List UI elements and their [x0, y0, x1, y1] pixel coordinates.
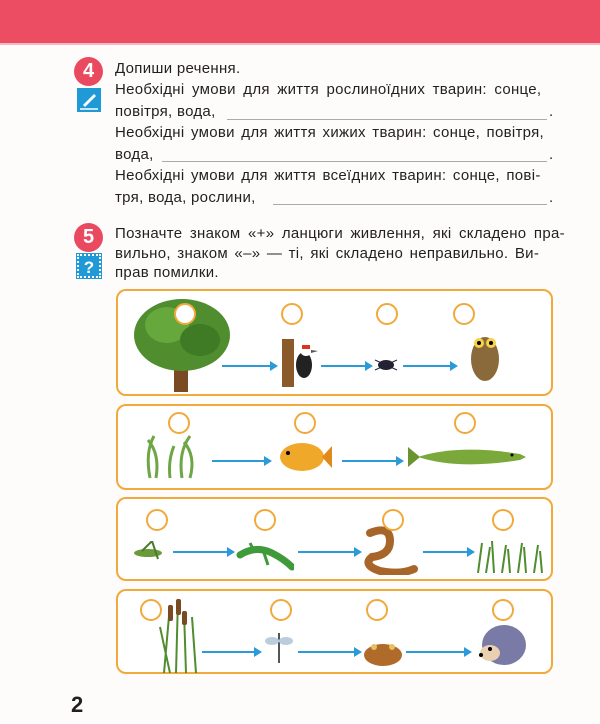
answer-circle[interactable] [376, 303, 398, 325]
task-number-badge: 5 [74, 223, 103, 252]
crucian-carp-image [276, 438, 332, 476]
food-chain-box-2 [116, 404, 553, 490]
food-chain-box-1 [116, 289, 553, 396]
question-icon: ? [77, 254, 101, 278]
cattail-image [156, 597, 204, 673]
period: . [549, 146, 554, 163]
period: . [549, 189, 554, 206]
arrow [298, 551, 360, 553]
answer-blank[interactable] [227, 119, 547, 120]
task-text: вода, [115, 146, 154, 163]
answer-circle[interactable] [453, 303, 475, 325]
task-text: прав помилки. [115, 264, 219, 281]
task-text: Необхідні умови для життя рослиноїдних тварин: сонце, [115, 81, 542, 98]
task-text: вильно, знаком «–» — ті, які складено неправильно. Ви- [115, 245, 540, 262]
period: . [549, 103, 554, 120]
arrow [321, 365, 371, 367]
answer-circle[interactable] [382, 509, 404, 531]
toad-image [362, 639, 404, 667]
task-text: Позначте знаком «+» ланцюги живлення, які складено пра- [115, 225, 565, 242]
arrow [403, 365, 456, 367]
page-header-band [0, 0, 600, 45]
answer-circle[interactable] [270, 599, 292, 621]
answer-circle[interactable] [281, 303, 303, 325]
task-text: тря, вода, рослини, [115, 189, 256, 206]
arrow [423, 551, 473, 553]
answer-circle[interactable] [492, 509, 514, 531]
answer-circle[interactable] [294, 412, 316, 434]
task-text: Необхідні умови для життя хижих тварин: сонце, повітря, [115, 124, 545, 141]
hedgehog-image [476, 617, 528, 669]
answer-circle[interactable] [366, 599, 388, 621]
beetle-image [373, 357, 399, 373]
arrow [212, 460, 270, 462]
arrow [342, 460, 402, 462]
pencil-write-icon [77, 88, 101, 112]
answer-circle[interactable] [254, 509, 276, 531]
page-number: 2 [71, 692, 84, 717]
task-title: Допиши речення. [115, 60, 241, 77]
task-text: повітря, вода, [115, 103, 216, 120]
arrow [406, 651, 470, 653]
answer-circle[interactable] [492, 599, 514, 621]
grass-image [140, 432, 210, 480]
answer-circle[interactable] [454, 412, 476, 434]
woodpecker-image [280, 339, 318, 387]
food-chain-box-3 [116, 497, 553, 581]
answer-circle[interactable] [140, 599, 162, 621]
task-number-badge: 4 [74, 57, 103, 86]
answer-circle[interactable] [146, 509, 168, 531]
arrow [222, 365, 276, 367]
answer-circle[interactable] [174, 303, 196, 325]
pike-image [408, 442, 526, 472]
snake-image [360, 525, 418, 575]
answer-circle[interactable] [168, 412, 190, 434]
arrow [202, 651, 260, 653]
arrow [298, 651, 360, 653]
owl-image [468, 325, 502, 383]
lizard-image [236, 537, 294, 571]
arrow [173, 551, 233, 553]
grass-tuft-image [474, 539, 546, 573]
task-text: Необхідні умови для життя всеїдних тварин: сонце, пові- [115, 167, 541, 184]
food-chain-box-4 [116, 589, 553, 674]
grasshopper-image [128, 541, 168, 563]
answer-blank[interactable] [162, 161, 547, 162]
answer-blank[interactable] [273, 204, 547, 205]
mosquito-image [262, 629, 296, 667]
